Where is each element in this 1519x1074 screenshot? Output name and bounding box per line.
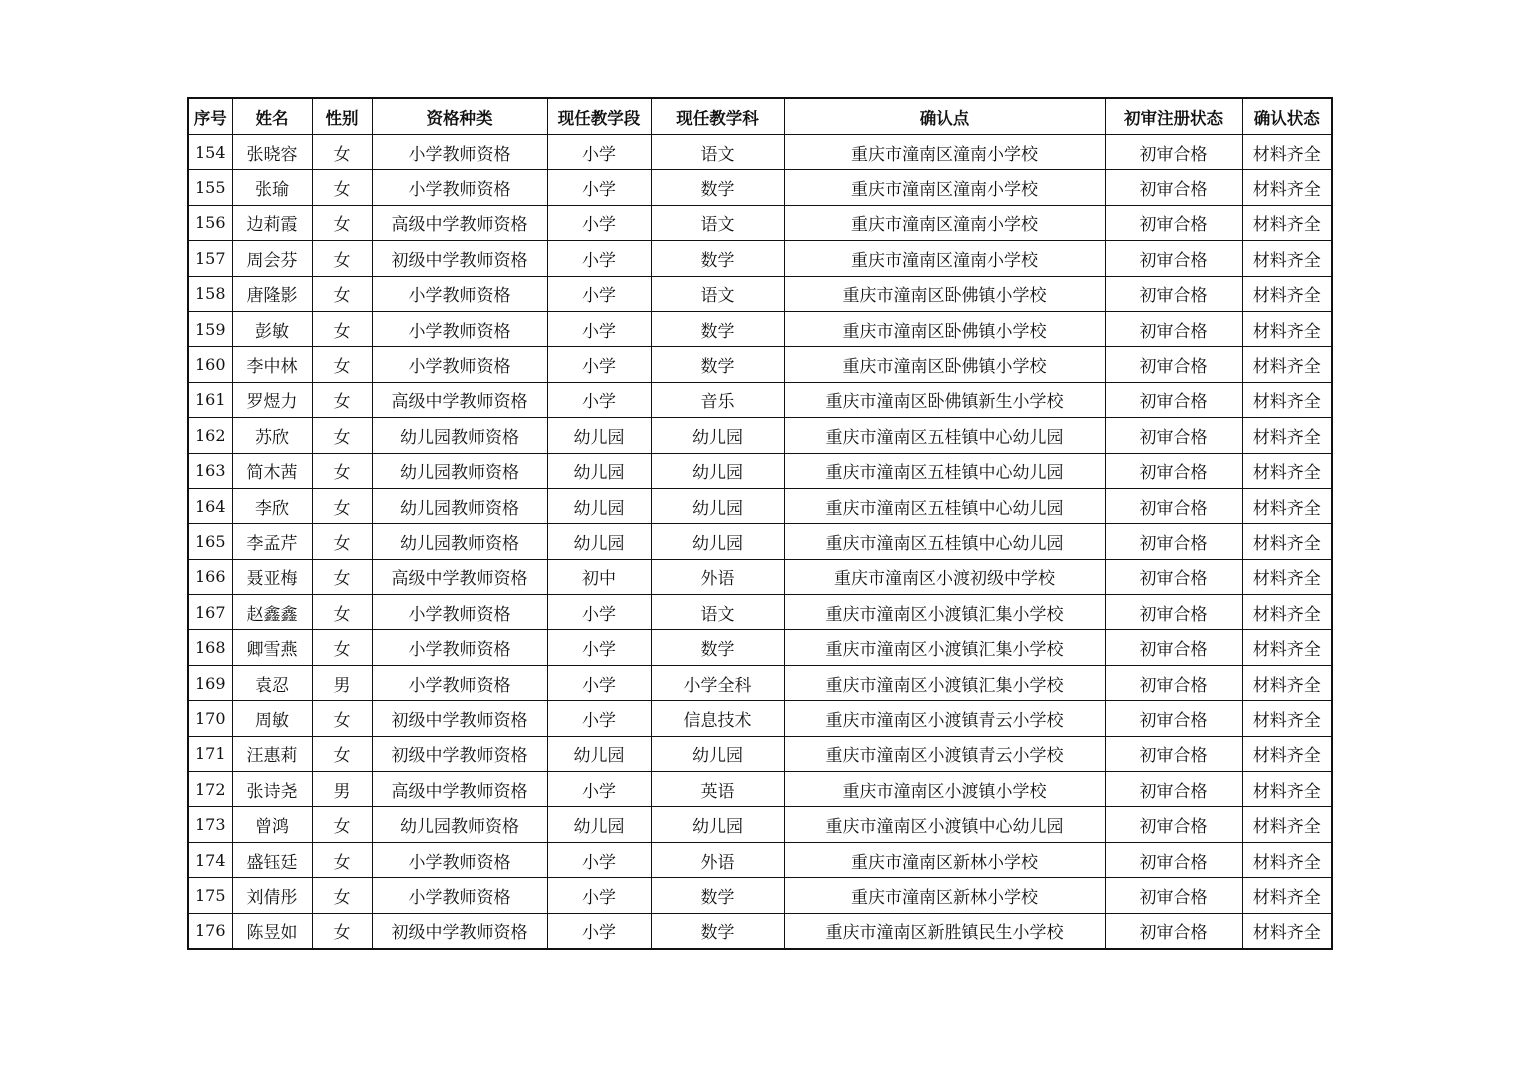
header-index: 序号 — [188, 98, 232, 135]
cell-confirmation-site: 重庆市潼南区新林小学校 — [784, 842, 1105, 877]
cell-review-status: 初审合格 — [1105, 630, 1242, 665]
cell-qualification-type: 小学教师资格 — [372, 595, 547, 630]
cell-name: 曾鸿 — [232, 807, 312, 842]
cell-review-status: 初审合格 — [1105, 382, 1242, 417]
cell-teaching-subject: 外语 — [651, 842, 784, 877]
cell-review-status: 初审合格 — [1105, 488, 1242, 523]
cell-qualification-type: 高级中学教师资格 — [372, 205, 547, 240]
cell-name: 周敏 — [232, 701, 312, 736]
cell-qualification-type: 初级中学教师资格 — [372, 913, 547, 949]
cell-gender: 女 — [312, 524, 372, 559]
cell-teaching-stage: 幼儿园 — [547, 488, 651, 523]
cell-teaching-subject: 语文 — [651, 276, 784, 311]
cell-teaching-subject: 语文 — [651, 135, 784, 170]
cell-confirm-status: 材料齐全 — [1242, 736, 1332, 771]
cell-teaching-stage: 幼儿园 — [547, 418, 651, 453]
table-row — [188, 807, 1332, 842]
cell-confirmation-site: 重庆市潼南区卧佛镇小学校 — [784, 311, 1105, 346]
cell-index: 159 — [188, 311, 232, 346]
cell-name: 陈昱如 — [232, 913, 312, 949]
cell-confirm-status: 材料齐全 — [1242, 842, 1332, 877]
table-row — [188, 135, 1332, 170]
cell-confirmation-site: 重庆市潼南区五桂镇中心幼儿园 — [784, 418, 1105, 453]
cell-name: 盛钰廷 — [232, 842, 312, 877]
cell-index: 170 — [188, 701, 232, 736]
table-row — [188, 878, 1332, 913]
teacher-qualification-table — [187, 97, 1333, 950]
cell-confirmation-site: 重庆市潼南区小渡镇青云小学校 — [784, 736, 1105, 771]
cell-teaching-subject: 语文 — [651, 595, 784, 630]
cell-name: 刘倩彤 — [232, 878, 312, 913]
table-row — [188, 595, 1332, 630]
cell-confirm-status: 材料齐全 — [1242, 347, 1332, 382]
table-row — [188, 701, 1332, 736]
header-confirm-status: 确认状态 — [1242, 98, 1332, 135]
cell-confirmation-site: 重庆市潼南区小渡镇青云小学校 — [784, 701, 1105, 736]
header-name: 姓名 — [232, 98, 312, 135]
cell-confirmation-site: 重庆市潼南区小渡初级中学校 — [784, 559, 1105, 594]
cell-index: 154 — [188, 135, 232, 170]
cell-index: 157 — [188, 241, 232, 276]
table-row — [188, 170, 1332, 205]
cell-qualification-type: 高级中学教师资格 — [372, 382, 547, 417]
cell-confirm-status: 材料齐全 — [1242, 701, 1332, 736]
cell-teaching-stage: 小学 — [547, 276, 651, 311]
cell-teaching-stage: 小学 — [547, 205, 651, 240]
cell-confirm-status: 材料齐全 — [1242, 205, 1332, 240]
cell-review-status: 初审合格 — [1105, 135, 1242, 170]
cell-teaching-stage: 小学 — [547, 842, 651, 877]
cell-confirm-status: 材料齐全 — [1242, 665, 1332, 700]
cell-confirmation-site: 重庆市潼南区卧佛镇小学校 — [784, 276, 1105, 311]
cell-gender: 女 — [312, 382, 372, 417]
cell-review-status: 初审合格 — [1105, 736, 1242, 771]
cell-gender: 女 — [312, 736, 372, 771]
cell-teaching-stage: 小学 — [547, 772, 651, 807]
cell-name: 聂亚梅 — [232, 559, 312, 594]
cell-confirmation-site: 重庆市潼南区小渡镇汇集小学校 — [784, 630, 1105, 665]
cell-confirm-status: 材料齐全 — [1242, 276, 1332, 311]
cell-teaching-stage: 小学 — [547, 630, 651, 665]
header-teaching-stage: 现任教学段 — [547, 98, 651, 135]
cell-name: 袁忍 — [232, 665, 312, 700]
cell-index: 158 — [188, 276, 232, 311]
cell-teaching-stage: 幼儿园 — [547, 453, 651, 488]
table-row — [188, 241, 1332, 276]
cell-name: 彭敏 — [232, 311, 312, 346]
cell-name: 卿雪燕 — [232, 630, 312, 665]
cell-teaching-stage: 小学 — [547, 595, 651, 630]
cell-confirmation-site: 重庆市潼南区小渡镇汇集小学校 — [784, 595, 1105, 630]
cell-review-status: 初审合格 — [1105, 311, 1242, 346]
cell-gender: 女 — [312, 559, 372, 594]
table-row — [188, 418, 1332, 453]
cell-index: 173 — [188, 807, 232, 842]
cell-qualification-type: 小学教师资格 — [372, 842, 547, 877]
cell-teaching-stage: 小学 — [547, 311, 651, 346]
cell-qualification-type: 小学教师资格 — [372, 170, 547, 205]
cell-teaching-stage: 初中 — [547, 559, 651, 594]
cell-name: 赵鑫鑫 — [232, 595, 312, 630]
cell-teaching-subject: 幼儿园 — [651, 488, 784, 523]
table-row — [188, 205, 1332, 240]
cell-confirmation-site: 重庆市潼南区五桂镇中心幼儿园 — [784, 488, 1105, 523]
cell-gender: 女 — [312, 205, 372, 240]
cell-review-status: 初审合格 — [1105, 170, 1242, 205]
cell-teaching-subject: 音乐 — [651, 382, 784, 417]
cell-teaching-subject: 外语 — [651, 559, 784, 594]
cell-index: 169 — [188, 665, 232, 700]
cell-index: 172 — [188, 772, 232, 807]
cell-name: 李中林 — [232, 347, 312, 382]
cell-teaching-subject: 数学 — [651, 347, 784, 382]
cell-review-status: 初审合格 — [1105, 418, 1242, 453]
cell-index: 171 — [188, 736, 232, 771]
cell-confirm-status: 材料齐全 — [1242, 559, 1332, 594]
cell-review-status: 初审合格 — [1105, 878, 1242, 913]
cell-qualification-type: 幼儿园教师资格 — [372, 418, 547, 453]
cell-review-status: 初审合格 — [1105, 842, 1242, 877]
cell-review-status: 初审合格 — [1105, 807, 1242, 842]
cell-confirm-status: 材料齐全 — [1242, 807, 1332, 842]
header-review-status: 初审注册状态 — [1105, 98, 1242, 135]
table-row — [188, 913, 1332, 949]
cell-qualification-type: 幼儿园教师资格 — [372, 524, 547, 559]
table-row — [188, 488, 1332, 523]
cell-index: 166 — [188, 559, 232, 594]
cell-name: 汪惠莉 — [232, 736, 312, 771]
cell-name: 罗煜力 — [232, 382, 312, 417]
cell-name: 苏欣 — [232, 418, 312, 453]
cell-index: 174 — [188, 842, 232, 877]
cell-confirm-status: 材料齐全 — [1242, 524, 1332, 559]
cell-gender: 女 — [312, 135, 372, 170]
cell-confirm-status: 材料齐全 — [1242, 630, 1332, 665]
cell-review-status: 初审合格 — [1105, 241, 1242, 276]
cell-qualification-type: 高级中学教师资格 — [372, 772, 547, 807]
header-teaching-subject: 现任教学科 — [651, 98, 784, 135]
cell-qualification-type: 小学教师资格 — [372, 311, 547, 346]
cell-confirm-status: 材料齐全 — [1242, 135, 1332, 170]
cell-gender: 女 — [312, 453, 372, 488]
cell-review-status: 初审合格 — [1105, 665, 1242, 700]
cell-gender: 女 — [312, 418, 372, 453]
cell-qualification-type: 幼儿园教师资格 — [372, 488, 547, 523]
header-gender: 性别 — [312, 98, 372, 135]
cell-name: 周会芬 — [232, 241, 312, 276]
cell-teaching-subject: 数学 — [651, 170, 784, 205]
cell-teaching-stage: 小学 — [547, 665, 651, 700]
cell-index: 176 — [188, 913, 232, 949]
cell-gender: 女 — [312, 595, 372, 630]
cell-gender: 男 — [312, 772, 372, 807]
cell-teaching-stage: 小学 — [547, 913, 651, 949]
cell-confirm-status: 材料齐全 — [1242, 488, 1332, 523]
cell-qualification-type: 高级中学教师资格 — [372, 559, 547, 594]
cell-gender: 女 — [312, 347, 372, 382]
cell-teaching-stage: 幼儿园 — [547, 736, 651, 771]
header-row — [188, 98, 1332, 135]
cell-teaching-subject: 语文 — [651, 205, 784, 240]
cell-teaching-subject: 数学 — [651, 913, 784, 949]
cell-index: 164 — [188, 488, 232, 523]
cell-qualification-type: 幼儿园教师资格 — [372, 807, 547, 842]
cell-teaching-subject: 幼儿园 — [651, 418, 784, 453]
cell-review-status: 初审合格 — [1105, 913, 1242, 949]
cell-teaching-subject: 数学 — [651, 311, 784, 346]
cell-teaching-subject: 幼儿园 — [651, 807, 784, 842]
cell-confirmation-site: 重庆市潼南区小渡镇汇集小学校 — [784, 665, 1105, 700]
cell-gender: 女 — [312, 878, 372, 913]
cell-qualification-type: 小学教师资格 — [372, 630, 547, 665]
cell-index: 165 — [188, 524, 232, 559]
cell-teaching-stage: 小学 — [547, 135, 651, 170]
cell-gender: 女 — [312, 488, 372, 523]
cell-qualification-type: 初级中学教师资格 — [372, 241, 547, 276]
table-row — [188, 276, 1332, 311]
cell-index: 162 — [188, 418, 232, 453]
cell-teaching-subject: 幼儿园 — [651, 736, 784, 771]
cell-review-status: 初审合格 — [1105, 595, 1242, 630]
cell-confirmation-site: 重庆市潼南区小渡镇小学校 — [784, 772, 1105, 807]
cell-teaching-subject: 英语 — [651, 772, 784, 807]
cell-confirmation-site: 重庆市潼南区新胜镇民生小学校 — [784, 913, 1105, 949]
table-row — [188, 736, 1332, 771]
cell-review-status: 初审合格 — [1105, 559, 1242, 594]
cell-confirm-status: 材料齐全 — [1242, 170, 1332, 205]
header-confirmation-site: 确认点 — [784, 98, 1105, 135]
cell-teaching-stage: 小学 — [547, 170, 651, 205]
cell-qualification-type: 小学教师资格 — [372, 276, 547, 311]
table-row — [188, 524, 1332, 559]
cell-qualification-type: 小学教师资格 — [372, 135, 547, 170]
cell-confirmation-site: 重庆市潼南区潼南小学校 — [784, 170, 1105, 205]
table-row — [188, 453, 1332, 488]
cell-confirmation-site: 重庆市潼南区潼南小学校 — [784, 241, 1105, 276]
cell-teaching-stage: 小学 — [547, 701, 651, 736]
cell-gender: 女 — [312, 630, 372, 665]
table-row — [188, 311, 1332, 346]
cell-gender: 女 — [312, 807, 372, 842]
cell-name: 张诗尧 — [232, 772, 312, 807]
cell-review-status: 初审合格 — [1105, 701, 1242, 736]
cell-review-status: 初审合格 — [1105, 453, 1242, 488]
table-row — [188, 772, 1332, 807]
cell-confirm-status: 材料齐全 — [1242, 453, 1332, 488]
cell-index: 167 — [188, 595, 232, 630]
cell-qualification-type: 初级中学教师资格 — [372, 701, 547, 736]
cell-teaching-subject: 数学 — [651, 241, 784, 276]
cell-gender: 女 — [312, 170, 372, 205]
cell-teaching-subject: 数学 — [651, 630, 784, 665]
cell-review-status: 初审合格 — [1105, 524, 1242, 559]
cell-teaching-subject: 幼儿园 — [651, 524, 784, 559]
cell-confirm-status: 材料齐全 — [1242, 913, 1332, 949]
cell-gender: 女 — [312, 276, 372, 311]
cell-teaching-stage: 幼儿园 — [547, 524, 651, 559]
cell-gender: 女 — [312, 311, 372, 346]
cell-gender: 女 — [312, 913, 372, 949]
cell-teaching-subject: 信息技术 — [651, 701, 784, 736]
cell-confirmation-site: 重庆市潼南区卧佛镇新生小学校 — [784, 382, 1105, 417]
cell-gender: 女 — [312, 701, 372, 736]
cell-teaching-stage: 小学 — [547, 241, 651, 276]
cell-qualification-type: 小学教师资格 — [372, 347, 547, 382]
cell-name: 李孟芹 — [232, 524, 312, 559]
cell-name: 张晓容 — [232, 135, 312, 170]
cell-teaching-subject: 数学 — [651, 878, 784, 913]
table-row — [188, 347, 1332, 382]
cell-name: 边莉霞 — [232, 205, 312, 240]
cell-teaching-stage: 小学 — [547, 878, 651, 913]
cell-confirmation-site: 重庆市潼南区五桂镇中心幼儿园 — [784, 453, 1105, 488]
cell-qualification-type: 幼儿园教师资格 — [372, 453, 547, 488]
cell-teaching-subject: 幼儿园 — [651, 453, 784, 488]
table-header — [188, 98, 1332, 135]
cell-qualification-type: 小学教师资格 — [372, 878, 547, 913]
cell-review-status: 初审合格 — [1105, 772, 1242, 807]
cell-teaching-subject: 小学全科 — [651, 665, 784, 700]
cell-review-status: 初审合格 — [1105, 276, 1242, 311]
cell-confirmation-site: 重庆市潼南区潼南小学校 — [784, 135, 1105, 170]
cell-review-status: 初审合格 — [1105, 347, 1242, 382]
cell-index: 155 — [188, 170, 232, 205]
cell-gender: 女 — [312, 842, 372, 877]
cell-index: 156 — [188, 205, 232, 240]
cell-teaching-stage: 小学 — [547, 382, 651, 417]
cell-confirmation-site: 重庆市潼南区潼南小学校 — [784, 205, 1105, 240]
cell-name: 简木茜 — [232, 453, 312, 488]
cell-confirmation-site: 重庆市潼南区卧佛镇小学校 — [784, 347, 1105, 382]
cell-index: 168 — [188, 630, 232, 665]
table-row — [188, 630, 1332, 665]
cell-confirmation-site: 重庆市潼南区小渡镇中心幼儿园 — [784, 807, 1105, 842]
table-row — [188, 559, 1332, 594]
table-row — [188, 665, 1332, 700]
cell-confirmation-site: 重庆市潼南区五桂镇中心幼儿园 — [784, 524, 1105, 559]
cell-index: 163 — [188, 453, 232, 488]
cell-confirm-status: 材料齐全 — [1242, 311, 1332, 346]
cell-gender: 女 — [312, 241, 372, 276]
cell-confirm-status: 材料齐全 — [1242, 878, 1332, 913]
header-qualification-type: 资格种类 — [372, 98, 547, 135]
cell-name: 唐隆影 — [232, 276, 312, 311]
cell-confirm-status: 材料齐全 — [1242, 418, 1332, 453]
cell-confirm-status: 材料齐全 — [1242, 382, 1332, 417]
cell-teaching-stage: 小学 — [547, 347, 651, 382]
cell-index: 161 — [188, 382, 232, 417]
cell-confirmation-site: 重庆市潼南区新林小学校 — [784, 878, 1105, 913]
table-body — [188, 135, 1332, 949]
cell-name: 张瑜 — [232, 170, 312, 205]
cell-gender: 男 — [312, 665, 372, 700]
cell-teaching-stage: 幼儿园 — [547, 807, 651, 842]
cell-qualification-type: 小学教师资格 — [372, 665, 547, 700]
cell-confirm-status: 材料齐全 — [1242, 241, 1332, 276]
cell-name: 李欣 — [232, 488, 312, 523]
cell-qualification-type: 初级中学教师资格 — [372, 736, 547, 771]
table-row — [188, 382, 1332, 417]
cell-confirm-status: 材料齐全 — [1242, 595, 1332, 630]
cell-confirm-status: 材料齐全 — [1242, 772, 1332, 807]
cell-index: 175 — [188, 878, 232, 913]
cell-index: 160 — [188, 347, 232, 382]
table-row — [188, 842, 1332, 877]
cell-review-status: 初审合格 — [1105, 205, 1242, 240]
